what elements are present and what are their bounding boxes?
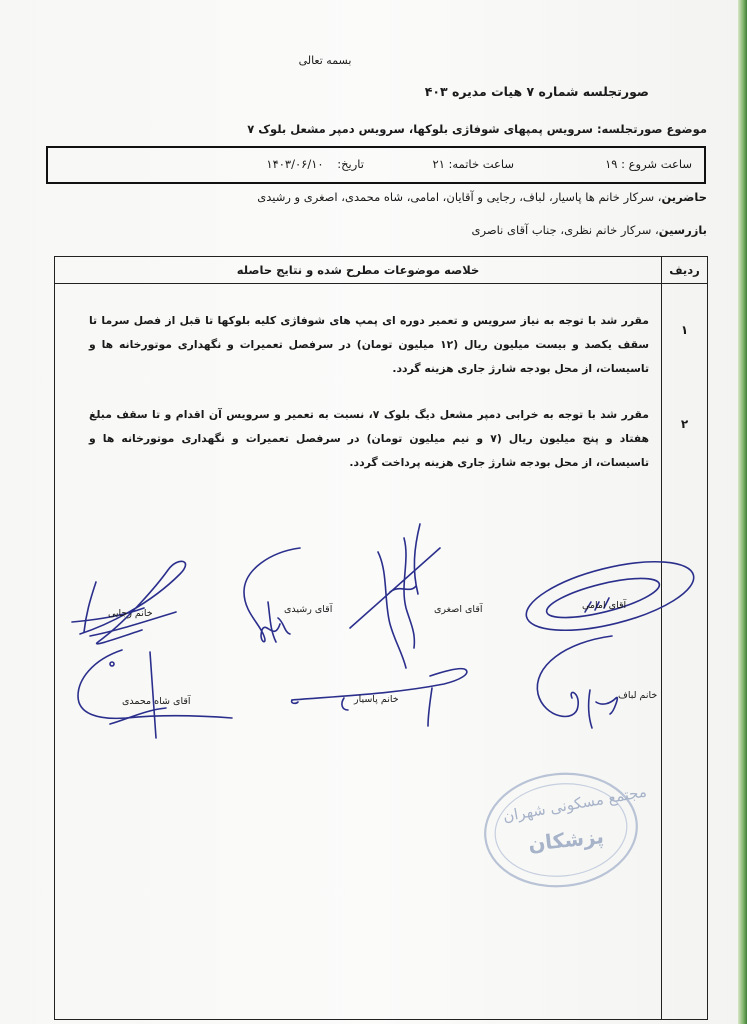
row-number-2: ۲ bbox=[680, 417, 689, 431]
signature-label-asghari: آقای اصغری bbox=[434, 604, 483, 615]
inspectors-line bbox=[472, 223, 707, 237]
document-subject: موضوع صورتجلسه: سرویس پمپهای شوفاژی بلوکها، سرویس دمپر مشعل بلوک ۷ bbox=[247, 122, 707, 136]
signature-label-labbaf: خانم لباف bbox=[618, 690, 658, 701]
resolution-2: مقرر شد با توجه به خرابی دمپر مشعل دیگ بلوک ۷، نسبت به تعمیر و سرویس آن اقدام و تا سقف مبلغ هفتاد و پنج میلیون ریال (۷ و نیم میلیون تومان) در سرفصل تعمیرات و نگهداری موتورخانه ها و تاسیسات، از محل بودجه شارژ جاری هزینه پرداخت گردد. bbox=[89, 408, 649, 469]
start-time: ساعت شروع : ۱۹ bbox=[605, 157, 692, 171]
resolutions-table bbox=[54, 256, 708, 1020]
stamp-text-center: پزشکان bbox=[526, 824, 605, 856]
attendees-line bbox=[257, 190, 707, 204]
signature-label-shahmohammadi: آقای شاه محمدی bbox=[122, 696, 191, 707]
end-time: ساعت خاتمه: ۲۱ bbox=[432, 157, 514, 171]
column-divider bbox=[661, 257, 662, 1019]
inspectors-text: ، سرکار خانم نظری، جناب آقای ناصری bbox=[471, 223, 659, 237]
column-header-no: ردیف bbox=[669, 263, 700, 277]
signature-label-rajaei: خانم رجایی bbox=[108, 608, 153, 619]
date-value: ۱۴۰۳/۰۶/۱۰ bbox=[266, 157, 324, 171]
meeting-date bbox=[266, 157, 364, 171]
scan-edge bbox=[738, 0, 747, 1024]
signature-label-emami: آقای امامی bbox=[582, 600, 627, 611]
attendees-text: ، سرکار خانم ها پاسیار، لباف، رجایی و آقایان، امامی، شاه محمدی، اصغری و رشیدی bbox=[257, 190, 662, 204]
meeting-info-box bbox=[46, 146, 706, 184]
signature-label-rashidi: آقای رشیدی bbox=[284, 604, 333, 615]
column-header-summary: خلاصه موضوعات مطرح شده و نتایج حاصله bbox=[236, 263, 480, 277]
bismillah: بسمه تعالی bbox=[298, 54, 352, 67]
resolution-1: مقرر شد با توجه به نیاز سرویس و تعمیر دوره ای پمپ های شوفاژی کلیه بلوکها تا قبل از فصل سرما تا سقف یکصد و بیست میلیون ریال (۱۲ میلیون تومان) در سرفصل تعمیرات و نگهداری موتورخانه ها و تاسیسات، از محل بودجه شارژ جاری هزینه گردد. bbox=[89, 314, 649, 375]
header-divider bbox=[55, 283, 707, 284]
attendees-label: حاضرین bbox=[661, 190, 707, 204]
row-number-1: ۱ bbox=[680, 323, 689, 337]
date-label: تاریخ: bbox=[337, 157, 364, 171]
document-title: صورتجلسه شماره ۷ هیات مدیره ۴۰۳ bbox=[424, 84, 649, 99]
inspectors-label: بازرسین bbox=[658, 223, 707, 237]
signature-label-pasyar: خانم پاسیار bbox=[354, 694, 399, 705]
stamp-text-top: مجتمع مسکونی شهران bbox=[501, 782, 648, 826]
